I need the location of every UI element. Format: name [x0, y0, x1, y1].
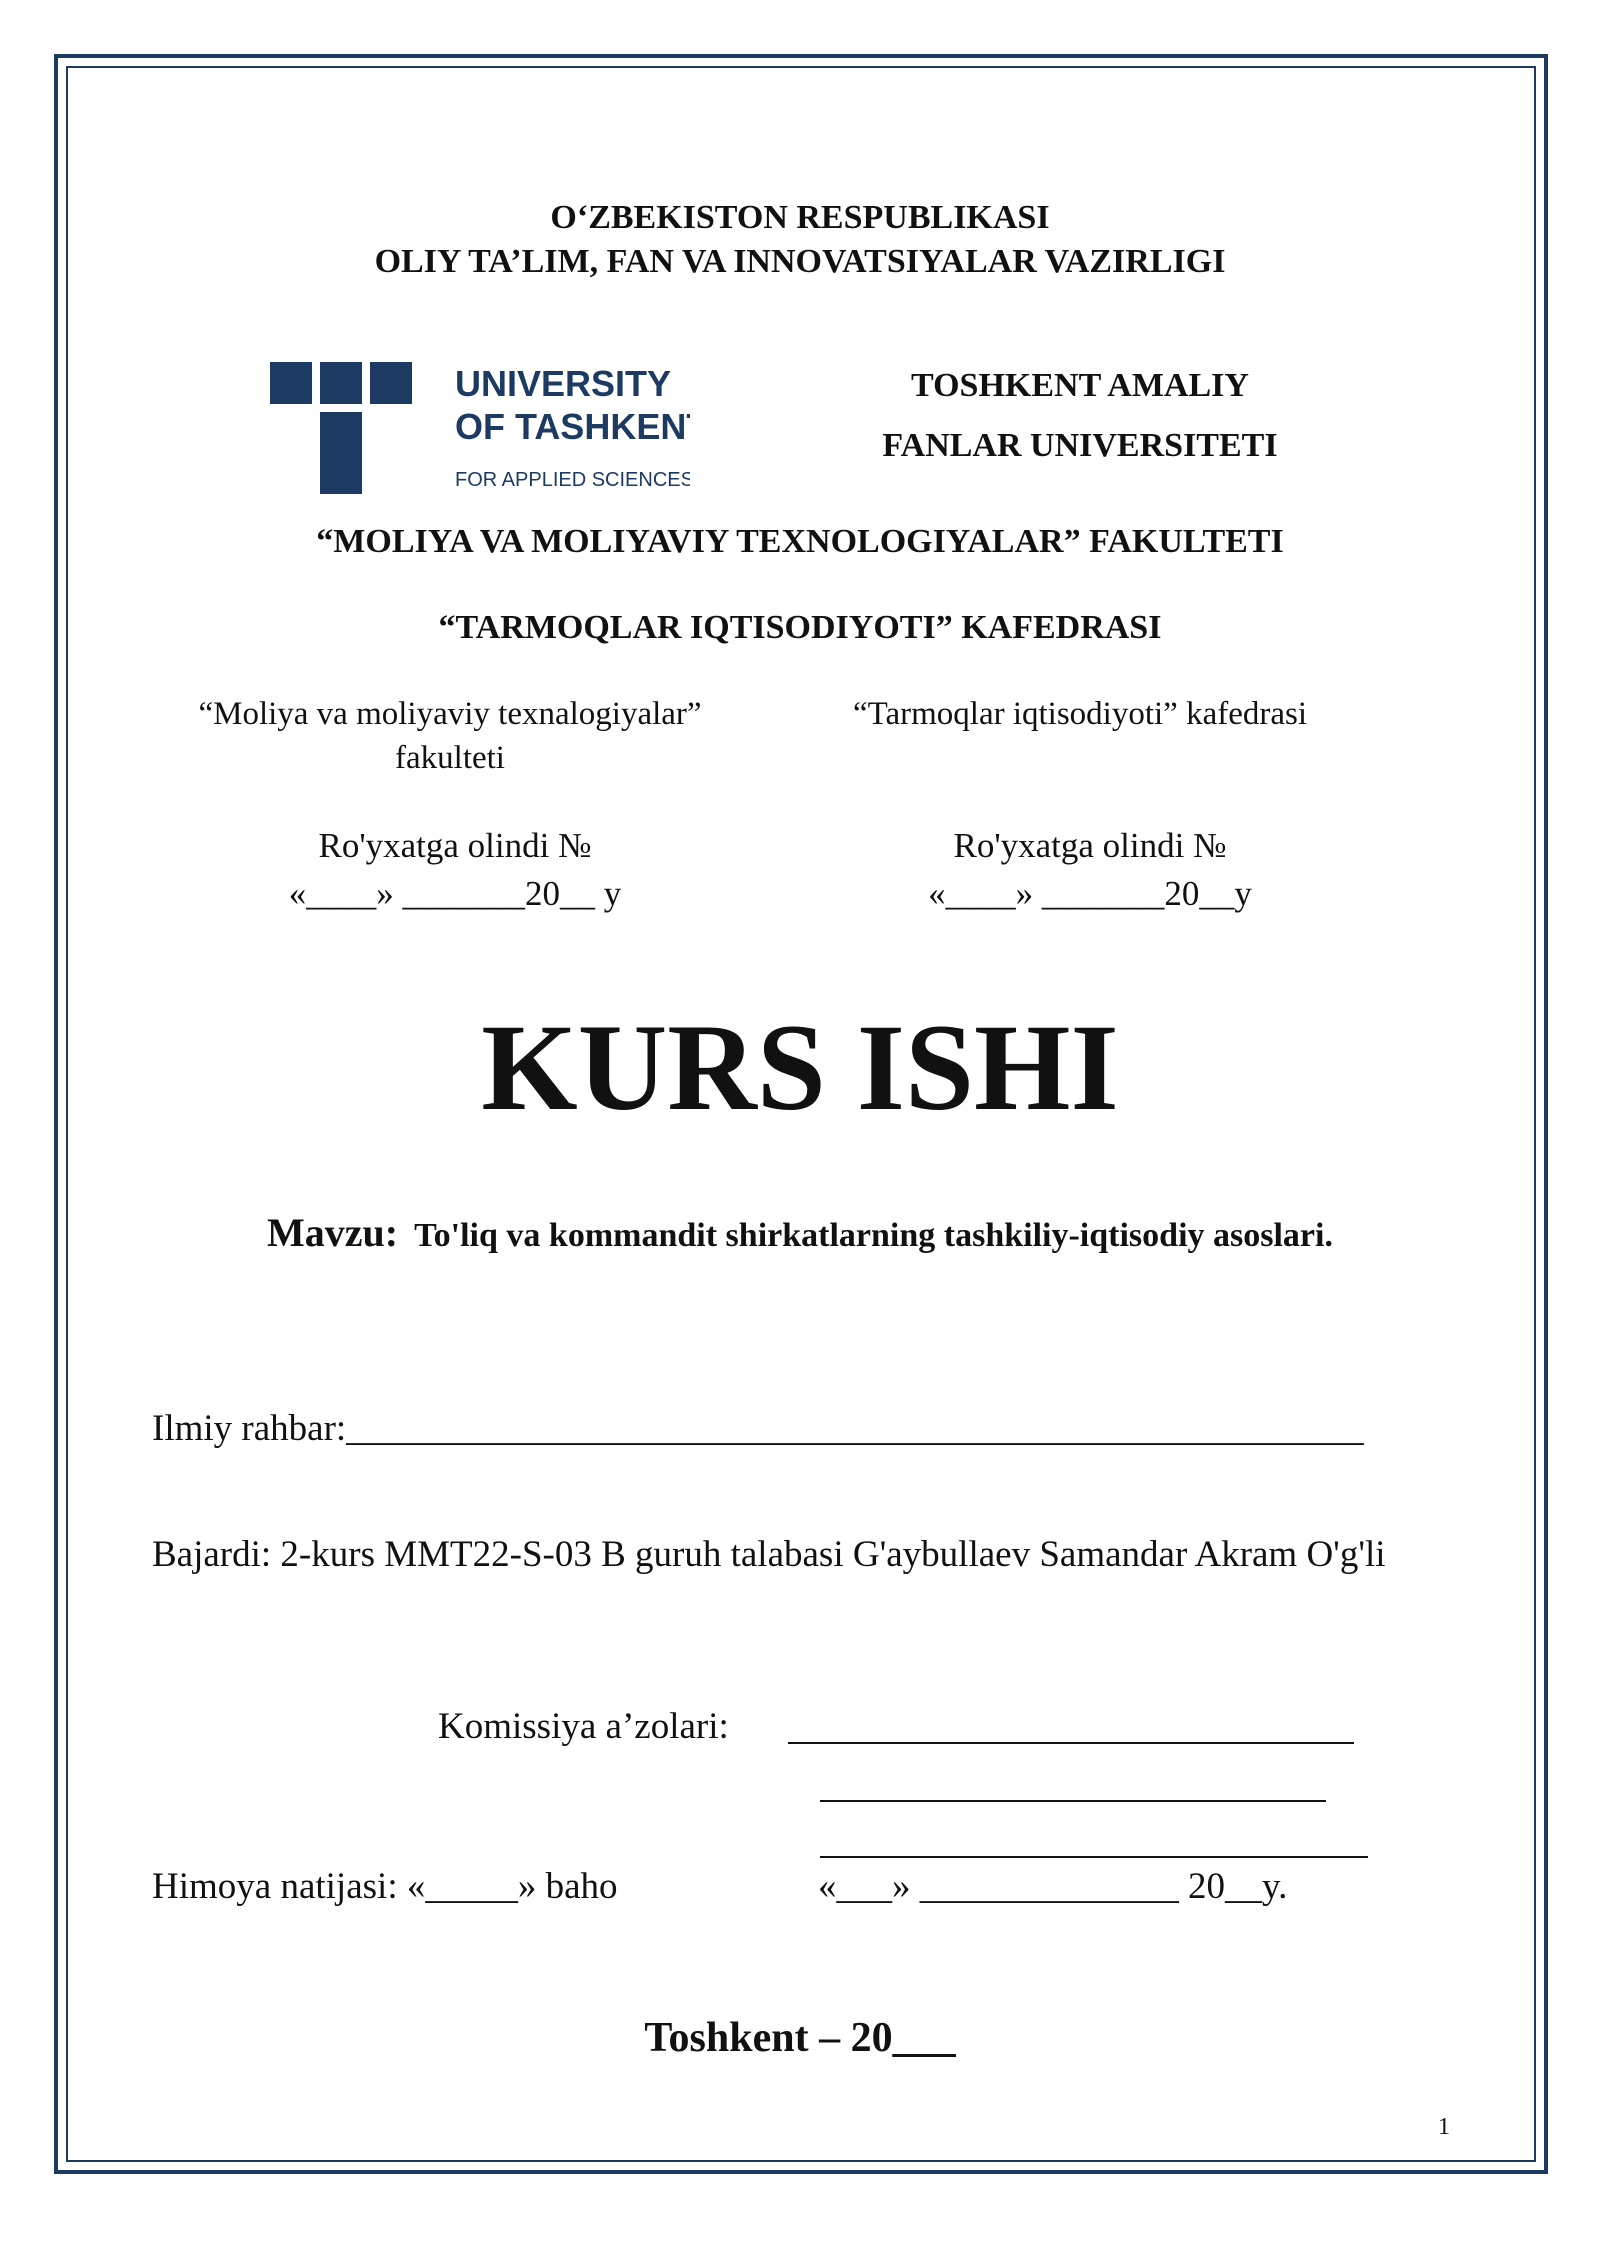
ministry-header — [0, 196, 1600, 284]
faculty-title: “MOLIYA VA MOLIYAVIY TEXNOLOGIYALAR” FAKULTETI — [316, 523, 1284, 560]
logo-text-line-2: OF TASHKENT — [455, 406, 690, 447]
kafedra-title: “TARMOQLAR IQTISODIYOTI” KAFEDRASI — [438, 609, 1162, 646]
right-registration-block — [840, 822, 1340, 918]
performer-line: Bajardi: 2-kurs MMT22-S-03 B guruh talabasi G'aybullaev Samandar Akram O'g'li — [152, 1534, 1386, 1575]
ministry-line-1: O‘ZBEKISTON RESPUBLIKASI — [550, 199, 1050, 236]
left-faculty-block — [140, 692, 760, 780]
commission-signature-line-1 — [788, 1742, 1354, 1744]
city-year: Toshkent – 20___ — [644, 2015, 956, 2061]
left-registration-date: «____» _______20__ y — [288, 874, 622, 913]
commission-signature-line-2 — [820, 1800, 1326, 1802]
defense-date: «___» ______________ 20__y. — [818, 1866, 1288, 1907]
left-faculty-line-2: fakulteti — [395, 740, 505, 776]
left-registration-label: Ro'yxatga olindi № — [318, 826, 592, 865]
university-name-line-2: FANLAR UNIVERSITETI — [882, 427, 1278, 464]
topic-label: Mavzu: — [267, 1210, 399, 1255]
logo-text-line-3: FOR APPLIED SCIENCES — [455, 469, 690, 491]
commission-label: Komissiya a’zolari: — [438, 1706, 729, 1747]
ministry-line-2: OLIY TA’LIM, FAN VA INNOVATSIYALAR VAZIRLIGI — [374, 243, 1226, 280]
logo-text-line-1: UNIVERSITY — [455, 363, 672, 404]
university-name-line-1: TOSHKENT AMALIY — [911, 367, 1249, 404]
university-logo-mark — [270, 362, 690, 502]
page-number: 1 — [1438, 2114, 1450, 2140]
topic-value: To'liq va kommandit shirkatlarning tashkiliy-iqtisodiy asoslari. — [414, 1217, 1333, 1254]
right-registration-date: «____» _______20__y — [928, 874, 1252, 913]
university-name — [820, 356, 1340, 476]
topic-line — [0, 1208, 1600, 1261]
university-logo — [270, 362, 690, 502]
right-kafedra-block: “Tarmoqlar iqtisodiyoti” kafedrasi — [852, 696, 1308, 732]
document-title: KURS ISHI — [481, 999, 1119, 1136]
left-registration-block — [200, 822, 710, 918]
supervisor-line: Ilmiy rahbar:_______________________________________________________ — [152, 1408, 1364, 1449]
left-faculty-line-1: “Moliya va moliyaviy texnalogiyalar” — [198, 696, 702, 732]
commission-signature-line-3 — [820, 1856, 1368, 1858]
right-registration-label: Ro'yxatga olindi № — [953, 826, 1227, 865]
defense-result: Himoya natijasi: «_____» baho — [152, 1866, 618, 1907]
